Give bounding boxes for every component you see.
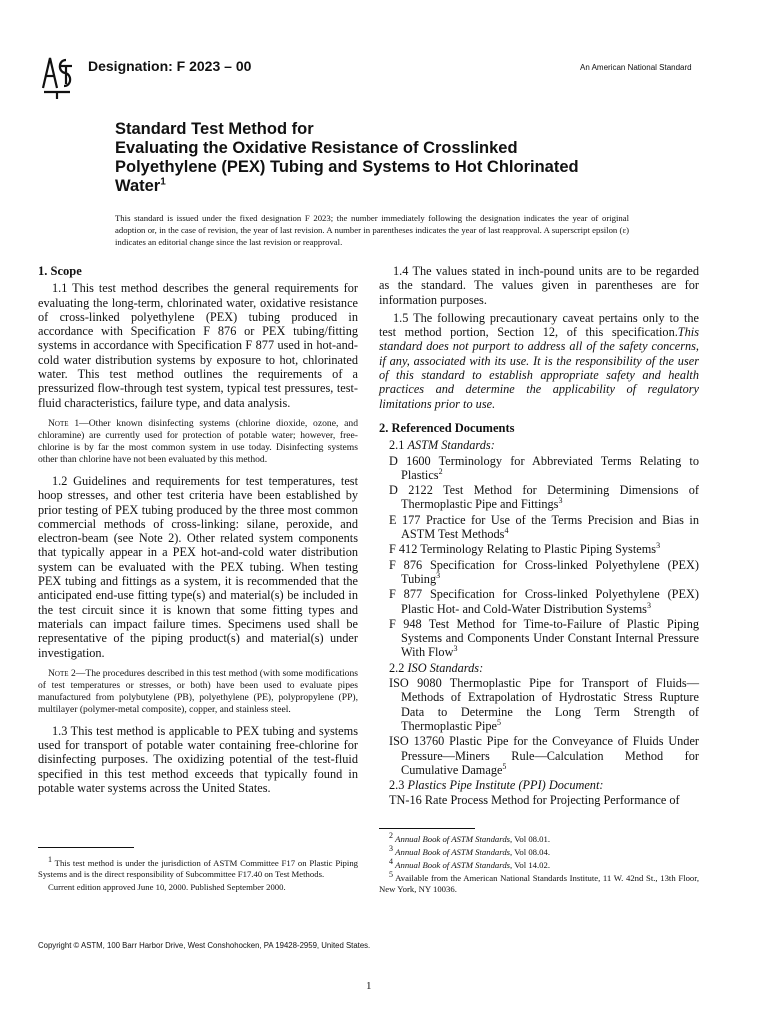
document-title <box>115 120 675 196</box>
footnote-2 <box>379 831 699 845</box>
footnote-4 <box>379 857 699 871</box>
ref-text: TN-16 Rate Process Method for Projecting Performance of <box>389 793 680 808</box>
ref-item <box>389 454 699 483</box>
subsection-number: 2.1 <box>389 438 405 453</box>
ref-text: ISO 9080 Thermoplastic Pipe for Transport of Fluids—Methods of Extrapolation of Hydrostatic Stress Rupture Data to Determine the Long Term Strength of Thermoplastic Pipe <box>389 676 699 733</box>
footnote-text: This test method is under the jurisdiction of ASTM Committee F17 on Plastic Piping Systems and is the direct responsibility of Subcommittee F17.40 on Test Methods. <box>38 858 359 879</box>
footnote-source: Annual Book of ASTM Standards <box>395 834 511 844</box>
ref-sup: 5 <box>502 761 507 771</box>
footnote-mark: 1 <box>160 176 166 188</box>
footnotes-right <box>379 831 699 897</box>
footnote-divider <box>38 847 134 848</box>
ref-text: F 948 Test Method for Time-to-Failure of Plastic Piping Systems and Components Under Constant Internal Pressure With Flow <box>389 616 699 660</box>
ref-text: F 876 Specification for Cross-linked Polyethylene (PEX) Tubing <box>389 557 699 586</box>
footnote-3 <box>379 844 699 858</box>
title-line: Polyethylene (PEX) Tubing and Systems to Hot Chlorinated <box>115 158 579 176</box>
ref-item <box>389 676 699 733</box>
title-line: Water <box>115 177 161 195</box>
astm-logo-icon <box>38 52 76 100</box>
ref-item <box>389 513 699 542</box>
ref-sup: 2 <box>438 466 443 476</box>
footnote-mark: 1 <box>48 855 52 865</box>
ref-text: E 177 Practice for Use of the Terms Precision and Bias in ASTM Test Methods <box>389 512 699 542</box>
note-label: Note 2 <box>48 667 76 679</box>
astm-ref-list <box>379 454 699 660</box>
ref-sup: 3 <box>646 600 651 610</box>
footnote-mark: 3 <box>389 844 393 854</box>
subsection-ppi <box>389 778 699 792</box>
footnote-vol: , Vol 08.01. <box>510 834 551 844</box>
ref-item <box>389 617 699 660</box>
footnote-5 <box>379 870 699 895</box>
ref-item <box>389 734 699 777</box>
designation: Designation: F 2023 – 00 <box>88 58 252 74</box>
ref-sup: 3 <box>436 570 441 580</box>
ref-text: ISO 13760 Plastic Pipe for the Conveyance of Fluids Under Pressure—Miners Rule—Calculation Method for Cumulative Damage <box>389 734 699 777</box>
note-2 <box>38 668 358 716</box>
note-text: —Other known disinfecting systems (chlorine dioxide, ozone, and chloramine) are currently used for protection of potable water; however, free-chlorine is by far the most common system in use today. Disinfecting systems other than chlorine have not been evaluated by this method. <box>38 417 359 465</box>
subsection-label: ASTM Standards: <box>407 438 495 453</box>
footnote-mark: 4 <box>389 857 393 867</box>
right-column <box>379 264 699 809</box>
ref-item <box>389 542 699 556</box>
paragraph-1-4: 1.4 The values stated in inch-pound units are to be regarded as the standard. The values given in parentheses are for information purposes. <box>379 264 699 307</box>
ref-text: F 877 Specification for Cross-linked Polyethylene (PEX) Plastic Hot- and Cold-Water Distribution Systems <box>389 587 699 616</box>
ref-item <box>389 793 699 807</box>
footnote-divider <box>379 828 475 829</box>
footnote-source: Annual Book of ASTM Standards <box>395 860 511 870</box>
paragraph-1-2: 1.2 Guidelines and requirements for test temperatures, test hoop stresses, and other test criteria have been established by prior testing of PEX tubing produced by the three most common commercial methods of cross-linking: silane, peroxide, and electron-beam (see Note 2). Other related system components that typically appear in a PEX hot-and-cold water distribution system can be evaluated with the PEX tubing. When testing PEX tubing and fittings as a system, it is recommended that the anticipated end-use fitting type(s) and material(s) be included in the test circuit since it is known that some fitting types and materials can impact failure times. Specimens used shall be representative of the piping product(s) and material(s) under investigation. <box>38 473 358 660</box>
subsection-number: 2.2 <box>389 660 405 675</box>
subsection-iso <box>389 661 699 675</box>
title-line: Evaluating the Oxidative Resistance of Crosslinked <box>115 139 518 157</box>
american-national-standard: An American National Standard <box>580 63 692 72</box>
section-heading-scope: 1. Scope <box>38 264 82 278</box>
footnote-1 <box>38 855 359 880</box>
ref-text: D 1600 Terminology for Abbreviated Terms Relating to Plastics <box>389 453 699 482</box>
ref-sup: 3 <box>656 541 661 551</box>
subsection-number: 2.3 <box>389 778 405 793</box>
ref-item <box>389 558 699 587</box>
footnote-source: Annual Book of ASTM Standards <box>395 847 511 857</box>
ref-item <box>389 483 699 512</box>
subsection-astm <box>389 438 699 452</box>
page-number: 1 <box>366 980 372 992</box>
ref-sup: 5 <box>496 717 501 727</box>
note-label: Note 1 <box>48 417 80 429</box>
copyright-notice: Copyright © ASTM, 100 Barr Harbor Drive, West Conshohocken, PA 19428-2959, United States. <box>38 941 371 950</box>
subsection-label: Plastics Pipe Institute (PPI) Document: <box>407 778 604 793</box>
paragraph-1-3: 1.3 This test method is applicable to PEX tubing and systems used for transport of potable water containing free-chlorine for disinfecting purposes. The oxidizing potential of the test-fluid specified in this test method exceeds that typically found in potable water systems across the United States. <box>38 723 358 796</box>
caveat-italic: This standard does not purport to address all of the safety concerns, if any, associated with its use. It is the responsibility of the user of this standard to establish appropriate safety and health practices and determine the applicability of regulatory limitations prior to use. <box>379 325 699 411</box>
footnote-vol: Available from the American National Standards Institute, 11 W. 42nd St., 13th Floor, New York, NY 10036. <box>379 873 699 894</box>
ref-text: D 2122 Test Method for Determining Dimensions of Thermoplastic Pipe and Fittings <box>389 483 699 512</box>
section-heading-referenced-documents: 2. Referenced Documents <box>379 420 515 435</box>
footnote-mark: 5 <box>389 870 393 880</box>
note-text: —The procedures described in this test method (with some modifications of test temperatures or stresses, or both) have been used to evaluate pipes manufactured from polybutylene (PB), polyethylene (PE), polypropylene (PP), multilayer (polymer-metal composite), copper, and stainless steel. <box>38 667 358 715</box>
ppi-ref-list <box>379 793 699 807</box>
footnote-vol: , Vol 08.04. <box>510 847 551 857</box>
ref-text: F 412 Terminology Relating to Plastic Piping Systems <box>389 542 657 557</box>
paragraph-1-1: 1.1 This test method describes the general requirements for evaluating the long-term, chlorinated water, oxidative resistance of cross-linked polyethylene (PEX) tubing produced in accordance with Specification F 876 or PEX tubing/fitting systems in accordance with Specification F 877 used in hot-and-cold water distribution systems by exposure to hot, chlorinated water. This test method outlines the requirements of a pressurized flow-through test system, typical test pressures, test-fluid characteristics, failure type, and data analysis. <box>38 281 358 410</box>
footnotes-left <box>38 855 359 895</box>
paragraph-1-5 <box>379 311 699 411</box>
ref-sup: 4 <box>504 525 509 535</box>
iso-ref-list <box>379 676 699 777</box>
footnote-mark: 2 <box>389 831 393 841</box>
issued-statement: This standard is issued under the fixed designation F 2023; the number immediately following the designation indicates the year of original adoption or, in the case of revision, the year of last revision. A number in parentheses indicates the year of last reapproval. A superscript epsilon (ε) indicates an editorial change since the last revision or reapproval. <box>115 213 629 247</box>
caveat-intro: 1.5 The following precautionary caveat pertains only to the test method portion, Section 12, of this specification. <box>379 310 699 340</box>
edition-note: Current edition approved June 10, 2000. Published September 2000. <box>48 882 286 892</box>
left-column <box>38 264 358 799</box>
title-line: Standard Test Method for <box>115 120 314 138</box>
ref-sup: 3 <box>453 644 458 654</box>
note-1 <box>38 418 358 466</box>
subsection-label: ISO Standards: <box>407 660 484 675</box>
ref-sup: 3 <box>558 496 563 506</box>
ref-item <box>389 587 699 616</box>
footnote-vol: , Vol 14.02. <box>510 860 551 870</box>
